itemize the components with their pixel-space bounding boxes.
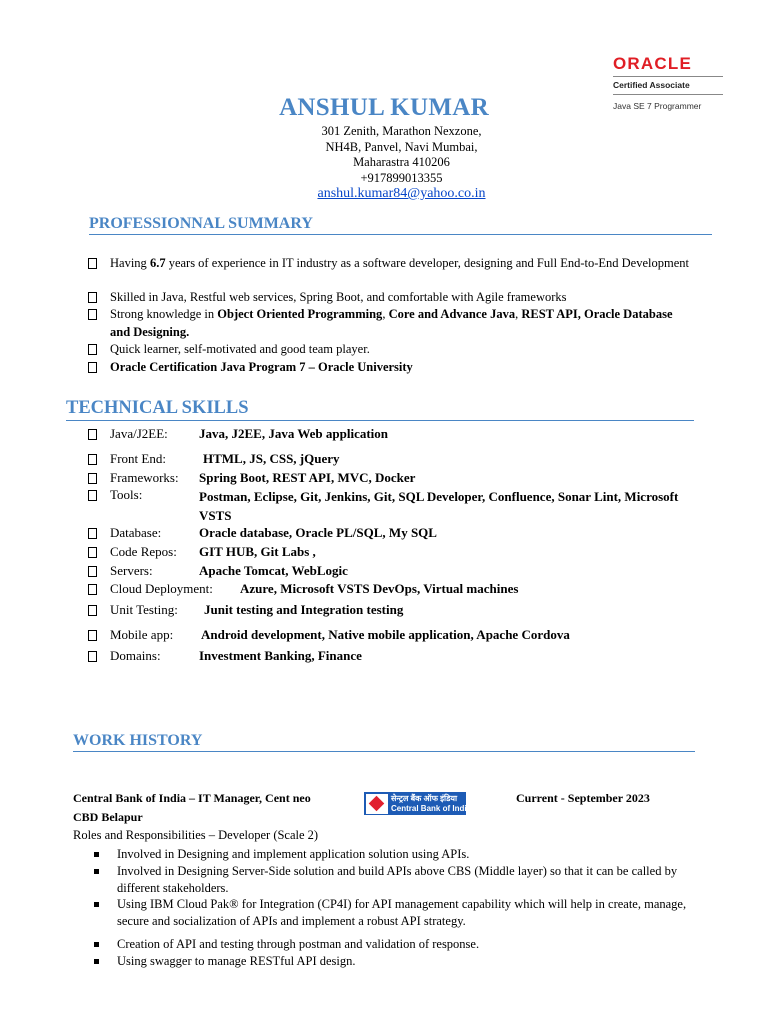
address-line-3: Maharastra 410206: [353, 155, 450, 169]
skill-label: Domains:: [110, 648, 161, 663]
responsibilities-list: [94, 846, 704, 966]
summary-list: [88, 255, 718, 380]
phone-number: +917899013355: [360, 170, 443, 185]
skill-value: Android development, Native mobile application, Apache Cordova: [201, 627, 570, 642]
skill-label: Java/J2EE:: [110, 426, 168, 441]
logo-strip: [364, 815, 466, 820]
skill-label: Unit Testing:: [110, 602, 178, 617]
checkbox-bullet-icon: [88, 605, 97, 616]
square-bullet-icon: [94, 869, 99, 874]
checkbox-bullet-icon: [88, 258, 97, 269]
checkbox-bullet-icon: [88, 344, 97, 355]
checkbox-bullet-icon: [88, 454, 97, 465]
summary-item-text: Strong knowledge in Object Oriented Programming, Core and Advance Java, REST API, Oracle Database and Designing.: [110, 307, 673, 339]
square-bullet-icon: [94, 902, 99, 907]
company-location: CBD Belapur: [73, 810, 143, 824]
central-bank-logo: [364, 792, 472, 820]
skill-value: Investment Banking, Finance: [199, 648, 362, 663]
checkbox-bullet-icon: [88, 651, 97, 662]
oracle-brand: ORACLE: [613, 54, 692, 73]
responsibility-text: Using IBM Cloud Pak® for Integration (CP4I) for API management capability which will help in create, manage, secure and socialization of APIs and implement a robust API strategy.: [117, 897, 687, 928]
skill-label: Frameworks:: [110, 470, 179, 485]
skill-value: GIT HUB, Git Labs ,: [199, 544, 316, 559]
contact-block: [0, 124, 768, 202]
responsibility-text: Involved in Designing and implement application solution using APIs.: [117, 847, 470, 861]
bank-name-english: Central Bank of India: [391, 804, 472, 813]
skills-list: [88, 426, 768, 671]
summary-item-text: Skilled in Java, Restful web services, Spring Boot, and comfortable with Agile frameworks: [110, 290, 567, 304]
bank-name-hindi: सेन्ट्रल बैंक ऑफ इंडिया: [391, 794, 458, 803]
checkbox-bullet-icon: [88, 528, 97, 539]
role-title: Roles and Responsibilities – Developer (Scale 2): [73, 828, 319, 842]
checkbox-bullet-icon: [88, 547, 97, 558]
skill-value: Oracle database, Oracle PL/SQL, My SQL: [199, 525, 437, 540]
email-link[interactable]: anshul.kumar84@yahoo.co.in: [317, 186, 486, 201]
skill-label: Database:: [110, 525, 162, 540]
responsibility-text: Creation of API and testing through postman and validation of response.: [117, 937, 480, 951]
company-title: Central Bank of India – IT Manager, Cent neo: [73, 791, 311, 805]
skill-label: Code Repos:: [110, 544, 177, 559]
skill-value: Java, J2EE, Java Web application: [199, 426, 389, 441]
checkbox-bullet-icon: [88, 584, 97, 595]
checkbox-bullet-icon: [88, 566, 97, 577]
checkbox-bullet-icon: [88, 490, 97, 501]
square-bullet-icon: [94, 942, 99, 947]
skill-label: Tools:: [110, 487, 143, 502]
skill-label: Cloud Deployment:: [110, 581, 213, 596]
summary-item-text: Oracle Certification Java Program 7 – Oracle University: [110, 360, 413, 374]
summary-item-text: Having 6.7 years of experience in IT industry as a software developer, designing and Full End-to-End Development: [110, 256, 689, 270]
skill-label: Servers:: [110, 563, 153, 578]
checkbox-bullet-icon: [88, 630, 97, 641]
skills-heading: TECHNICAL SKILLS: [66, 398, 694, 421]
certification-program: Java SE 7 Programmer: [613, 101, 702, 111]
checkbox-bullet-icon: [88, 473, 97, 484]
bank-emblem-icon: [366, 794, 388, 814]
skill-value: Postman, Eclipse, Git, Jenkins, Git, SQL Developer, Confluence, Sonar Lint, Microsoft VSTS: [199, 489, 679, 523]
skill-label: Mobile app:: [110, 627, 174, 642]
employment-period: Current - September 2023: [516, 791, 650, 805]
summary-item-text: Quick learner, self-motivated and good team player.: [110, 342, 370, 356]
square-bullet-icon: [94, 852, 99, 857]
responsibility-text: Using swagger to manage RESTful API design.: [117, 954, 356, 968]
skill-value: Spring Boot, REST API, MVC, Docker: [199, 470, 416, 485]
skill-value: HTML, JS, CSS, jQuery: [203, 451, 340, 466]
checkbox-bullet-icon: [88, 429, 97, 440]
skill-value: Junit testing and Integration testing: [204, 602, 404, 617]
skill-value: Apache Tomcat, WebLogic: [199, 563, 348, 578]
logo-divider: [613, 76, 723, 77]
candidate-name: ANSHUL KUMAR: [279, 94, 489, 121]
work-heading: WORK HISTORY: [73, 732, 695, 752]
checkbox-bullet-icon: [88, 362, 97, 373]
summary-heading: PROFESSIONNAL SUMMARY: [89, 215, 712, 235]
checkbox-bullet-icon: [88, 309, 97, 320]
certification-level: Certified Associate: [613, 80, 690, 90]
square-bullet-icon: [94, 959, 99, 964]
address-line-1: 301 Zenith, Marathon Nexzone,: [321, 124, 482, 138]
skill-value: Azure, Microsoft VSTS DevOps, Virtual machines: [240, 581, 519, 596]
skill-label: Front End:: [110, 451, 166, 466]
address-line-2: NH4B, Panvel, Navi Mumbai,: [325, 139, 478, 154]
responsibility-text: Involved in Designing Server-Side solution and build APIs above CBS (Middle layer) so that it can be called by different stakeholders.: [117, 864, 678, 895]
checkbox-bullet-icon: [88, 292, 97, 303]
